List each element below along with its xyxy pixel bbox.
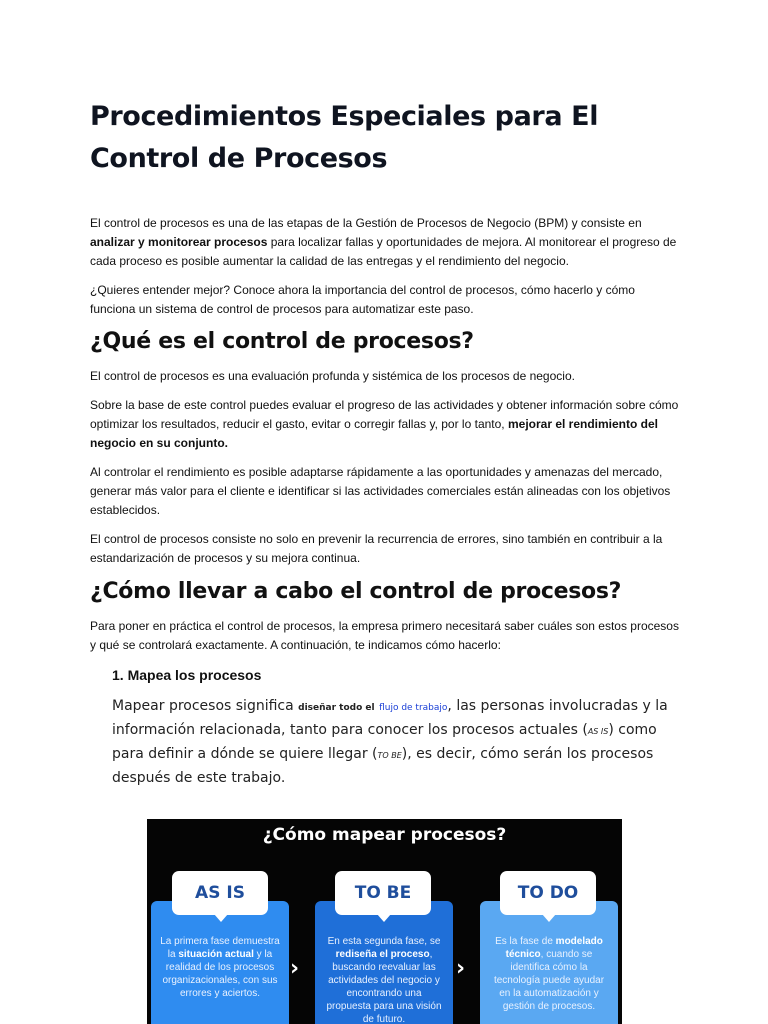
section1-paragraph-2: Sobre la base de este control puedes evaluar el progreso de las actividades y obtener información sobre cómo optimizar los resultados, reducir el gasto, evitar o corregir fallas y, por lo tanto, mejorar el rendimiento del negocio en su conjunto.	[90, 398, 679, 450]
page-title: Procedimientos Especiales para El Control de Procesos	[90, 101, 599, 174]
to-do-description: Es la fase de modelado técnico, cuando se identifica cómo la tecnología puede ayudar en la automatización y gestión de procesos.	[493, 936, 605, 1012]
as-is-description: La primera fase demuestra la situación actual y la realidad de los procesos organizacionales, con sus errores y aciertos.	[160, 936, 280, 999]
section1-paragraph-4: El control de procesos consiste no solo en prevenir la recurrencia de errores, sino también en contribuir a la estandarización de procesos y su mejora continua.	[90, 532, 663, 565]
chevron-right-icon: ›	[456, 956, 466, 981]
section2-paragraph-1: Para poner en práctica el control de procesos, la empresa primero necesitará saber cuáles son estos procesos y qué se controlará exactamente. A continuación, te indicamos cómo hacerlo:	[90, 619, 679, 652]
workflow-link[interactable]: flujo de trabajo	[379, 703, 448, 713]
section1-paragraph-3: Al controlar el rendimiento es posible adaptarse rápidamente a las oportunidades y amenazas del mercado, generar más valor para el cliente e identificar si las actividades comerciales están alineadas con los objetivos establecidos.	[90, 465, 671, 517]
section-heading-que-es: ¿Qué es el control de procesos?	[90, 329, 474, 354]
to-be-description: En esta segunda fase, se rediseña el proceso, buscando reevaluar las actividades del negocio y encontrando una propuesta para una visión de futuro.	[326, 936, 442, 1024]
infographic-title: ¿Cómo mapear procesos?	[262, 825, 507, 845]
intro-paragraph-2: ¿Quieres entender mejor? Conoce ahora la importancia del control de procesos, cómo hacerlo y cómo funciona un sistema de control de procesos para automatizar este paso.	[90, 283, 635, 316]
as-is-label: AS IS	[172, 871, 268, 915]
to-be-label: TO BE	[335, 871, 431, 915]
chevron-right-icon: ›	[290, 956, 300, 981]
mapping-infographic	[147, 819, 622, 1024]
section1-paragraph-1: El control de procesos es una evaluación profunda y sistémica de los procesos de negocio.	[90, 369, 575, 383]
intro-paragraph-1: El control de procesos es una de las etapas de la Gestión de Procesos de Negocio (BPM) y consiste en analizar y monitorear procesos para localizar fallas y oportunidades de mejora. Al monitorear el progreso de cada proceso es posible aumentar la calidad de las entregas y el rendimiento del negocio.	[90, 216, 677, 268]
to-do-label: TO DO	[500, 871, 596, 915]
section-heading-como-llevar: ¿Cómo llevar a cabo el control de procesos?	[90, 579, 622, 604]
step1-heading: 1. Mapea los procesos	[112, 667, 262, 683]
document-page	[90, 96, 680, 789]
step1-paragraph: Mapear procesos significa diseñar todo el flujo de trabajo, las personas involucradas y la información relacionada, tanto para conocer los procesos actuales (AS IS) como para definir a dónde se quiere llegar (TO BE), es decir, cómo serán los procesos después de este trabajo.	[112, 698, 668, 786]
